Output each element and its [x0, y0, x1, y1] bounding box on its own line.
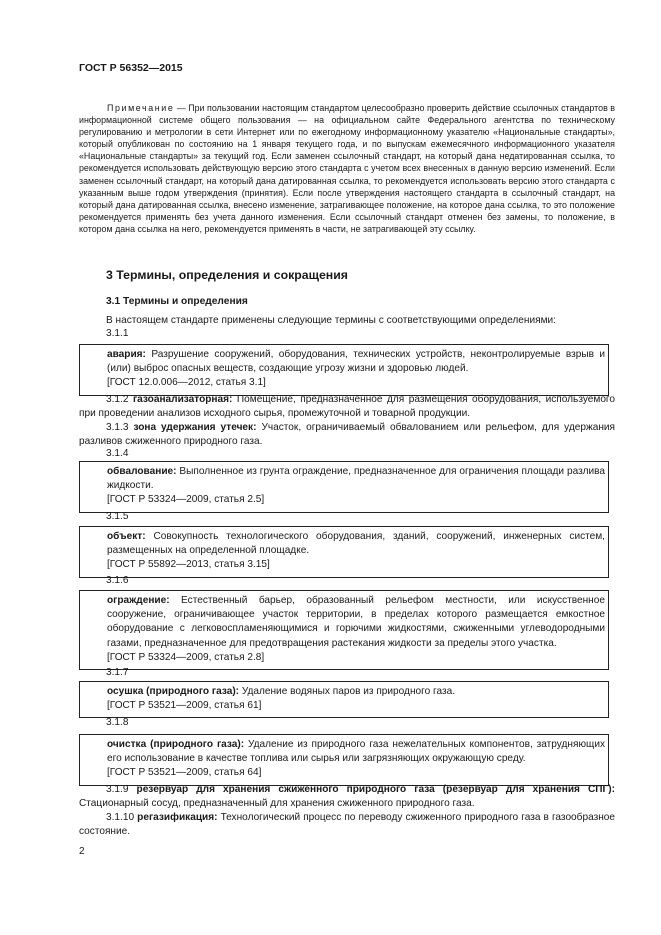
intro-text: В настоящем стандарте применены следующие термины с соответствующими определениями:: [106, 315, 556, 326]
term-reference: [ГОСТ Р 53521—2009, статья 64]: [107, 767, 262, 779]
note-label: Примечание: [107, 103, 175, 113]
term-definition: Совокупность технологического оборудования, зданий, сооружений, инженерных систем, размещенных на определенной площадке.: [107, 531, 605, 557]
document-header: ГОСТ Р 56352—2015: [79, 62, 183, 74]
term-name: объект:: [107, 531, 146, 542]
term-definition: Помещение, предназначенное для размещения оборудования, используемого при проведении анализов исходного сырья, промежуточной и товарной продукции.: [79, 394, 616, 420]
term-box-ograzhdenie: [79, 590, 609, 670]
term-reference: [ГОСТ 12.0.006—2012, статья 3.1]: [107, 377, 266, 389]
term-box-avaria: [79, 344, 609, 396]
term-definition: Выполненное из грунта ограждение, предназначенное для ограничения площади разлива жидкости.: [107, 466, 605, 492]
term-number: 3.1.1: [106, 328, 129, 339]
term-name: регазификация:: [137, 812, 218, 823]
term-reference: [ГОСТ Р 55892—2013, статья 3.15]: [107, 559, 270, 571]
term-number: 3.1.6: [106, 575, 129, 586]
term-name: резервуар для хранения сжиженного природного газа (резервуар для хранения СПГ):: [136, 784, 615, 795]
term-name: осушка (природного газа):: [107, 686, 240, 697]
term-number: 3.1.9: [106, 784, 129, 795]
term-definition: Удаление из природного газа нежелательных компонентов, затрудняющих его использование в качестве топлива или сырья или загрязняющих окружающую среду.: [107, 739, 605, 765]
term-name: очистка (природного газа):: [107, 739, 245, 750]
term-regazifikatsiya: [79, 811, 615, 839]
term-name: ограждение:: [107, 595, 170, 606]
term-name: зона удержания утечек:: [133, 422, 257, 433]
term-number: 3.1.4: [106, 448, 129, 459]
section-title: 3 Термины, определения и сокращения: [106, 268, 348, 282]
term-number: 3.1.3: [106, 422, 129, 433]
term-number: 3.1.2: [106, 394, 129, 405]
term-definition: Разрушение сооружений, оборудования, технических устройств, неконтролируемые взрыв и (или) выброс опасных веществ, создающие угрозу жизни и здоровью людей.: [107, 349, 605, 375]
term-definition: Технологический процесс по переводу сжиженного природного газа в газообразное состояние.: [79, 812, 615, 838]
term-definition: Удаление водяных паров из природного газа.: [239, 686, 456, 697]
term-name: авария:: [107, 349, 146, 360]
term-definition: Естественный барьер, образованный рельефом местности, или искусственное сооружение, ограничивающее участок территории, в пределах которого размещается емкостное оборудование с легковоспламеняющимися и горючими жидкостями, сжиженными углеводородными газами, предназначенное для предотвращения растекания жидкости за пределы этого участка.: [107, 595, 605, 649]
term-reference: [ГОСТ Р 53324—2009, статья 2.5]: [107, 494, 265, 506]
term-reference: [ГОСТ Р 53324—2009, статья 2.8]: [107, 651, 265, 663]
reference-note: [79, 102, 615, 235]
term-number: 3.1.5: [106, 511, 129, 522]
term-number: 3.1.8: [106, 717, 129, 728]
term-box-obekt: [79, 526, 609, 578]
term-number: 3.1.10: [106, 812, 135, 823]
term-rezervuar: [79, 783, 615, 811]
term-definition: Стационарный сосуд, предназначенный для хранения сжиженного природного газа.: [79, 798, 475, 810]
term-definition: Участок, ограничиваемый обвалованием или рельефом, для удержания разливов сжиженного природного газа.: [79, 422, 615, 448]
term-gazoanalizatornaya: [79, 393, 615, 421]
term-box-ochistka: [79, 734, 609, 786]
term-name: обвалование:: [107, 466, 177, 477]
term-box-obvalovanie: [79, 461, 609, 513]
term-name: газоанализаторная:: [132, 394, 233, 405]
term-reference: [ГОСТ Р 53521—2009, статья 61]: [107, 700, 262, 712]
term-zona-uderzhaniya: [79, 421, 615, 449]
subsection-title: 3.1 Термины и определения: [106, 296, 248, 307]
note-text: — При пользовании настоящим стандартом целесообразно проверить действие ссылочных стандартов в информационной системе общего пользования — на официальном сайте Федерального агентства по техническому регулированию и метрологии в сети Интернет или по ежегодному информационному указателю «Национальные стандарты», который опубликован по состоянию на 1 января текущего года, и по выпускам ежемесячного информационного указателя «Национальные стандарты» за текущий год. Если заменен ссылочный стандарт, на который дана недатированная ссылка, то рекомендуется использовать действующую версию этого стандарта с учетом всех внесенных в данную версию изменений. Если заменен ссылочный стандарт, на который дана датированная ссылка, то рекомендуется использовать версию этого стандарта с указанным выше годом утверждения (принятия). Если после утверждения настоящего стандарта в ссылочный стандарт, на который дана датированная ссылка, внесено изменение, затрагивающее положение, на которое дана ссылка, то это положение рекомендуется применять без учета данного изменения. Если ссылочный стандарт отменен без замены, то положение, в котором дана ссылка на него, рекомендуется применять в части, не затрагивающей эту ссылку.: [79, 103, 615, 234]
term-number: 3.1.7: [106, 667, 129, 678]
term-box-osushka: [79, 681, 609, 718]
page-number: 2: [79, 846, 85, 857]
